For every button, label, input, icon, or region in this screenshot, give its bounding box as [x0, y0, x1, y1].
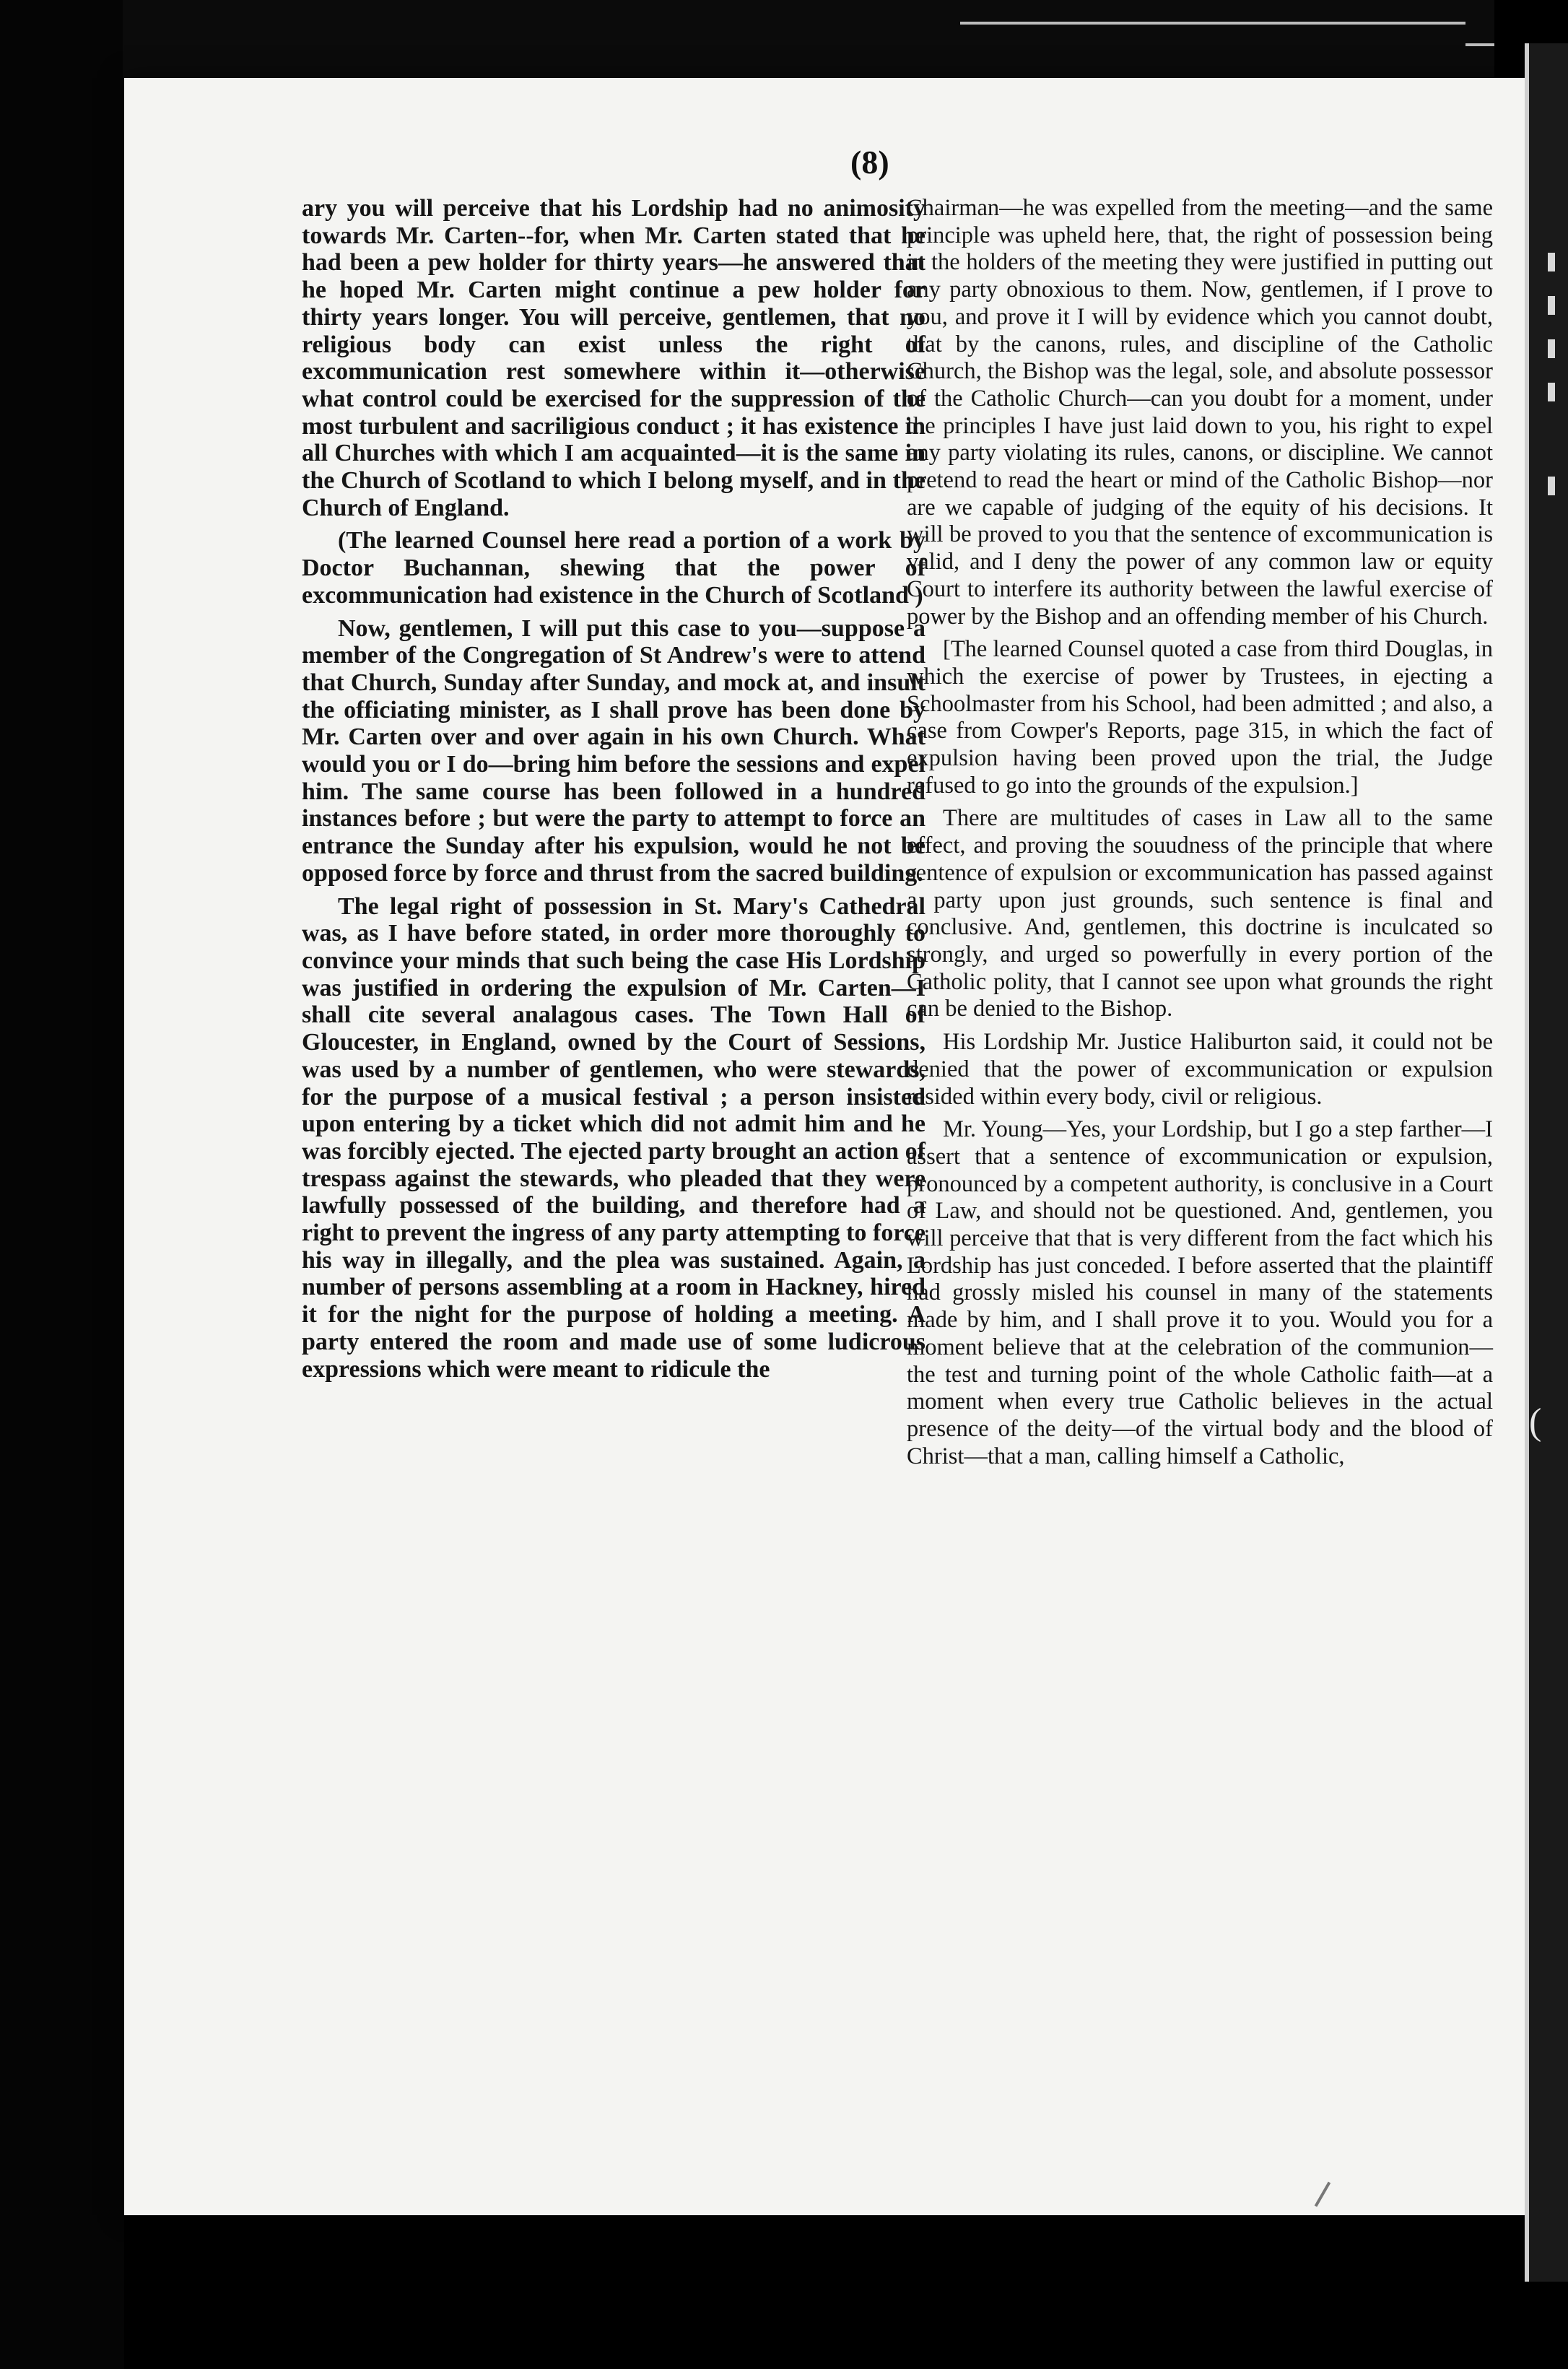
next-page-fragment	[1548, 383, 1555, 401]
next-page-fragment	[1548, 339, 1555, 358]
left-paragraph-2: (The learned Counsel here read a portion of a work by Doctor Buchannan, shewing that the power of excommunication had existence in the Church of Scotland )	[302, 527, 925, 609]
next-page-fragment	[1548, 296, 1555, 315]
scan-edge-line	[960, 22, 1465, 25]
left-paragraph-3: Now, gentlemen, I will put this case to you—suppose a member of the Congregation of St Andrew's were to attend that Church, Sunday after Sunday, and mock at, and insult the officiating minister, as I shall prove has been done by Mr. Carten over and over again in his own Church. What would you or I do—bring him before the sessions and expel him. The same course has been followed in a hundred instances before ; but were the party to attempt to force an entrance the Sunday after his expulsion, would he not be opposed force by force and thrust from the sacred building.	[302, 614, 925, 887]
page-number: (8)	[850, 144, 889, 181]
next-page-edge	[1525, 43, 1568, 2282]
right-paragraph-2: [The learned Counsel quoted a case from third Douglas, in which the exercise of power by Trustees, in ejecting a Schoolmaster from his School, had been admitted ; and also, a case from Cowper's Reports, page 315, in which the fact of expulsion having been proved upon the trial, the Judge refused to go into the grounds of the expulsion.]	[907, 636, 1493, 799]
next-page-fragment	[1548, 253, 1555, 271]
left-paragraph-1: ary you will perceive that his Lordship had no animosity towards Mr. Carten--for, when Mr. Carten stated that he had been a pew holder for thirty years—he answered that he hoped Mr. Carten might continue a pew holder for thirty years longer. You will perceive, gentlemen, that no religious body can exist unless the right of excommunication rest somewhere within it—otherwise what control could be exercised for the suppression of the most turbulent and sacriligious conduct ; it has existence in all Churches with which I am acquainted—it is the same in the Church of Scotland to which I belong myself, and in the Church of England.	[302, 195, 925, 521]
scan-edge-line	[1465, 43, 1494, 46]
next-page-fragment	[1548, 477, 1555, 495]
right-paragraph-1: Chairman—he was expelled from the meeting—and the same principle was upheld here, that, the right of possession being in the holders of the meeting they were justified in putting out any party obnoxious to them. Now, gentlemen, if I prove to you, and prove it I will by evidence which you cannot doubt, that by the canons, rules, and discipline of the Catholic Church, the Bishop was the legal, sole, and absolute possessor of the Catholic Church—can you doubt for a moment, under the principles I have just laid down to you, his right to expel any party violating its rules, canons, or discipline. We cannot pretend to read the heart or mind of the Catholic Bishop—nor are we capable of judging of the equity of his decisions. It will be proved to you that the sentence of excommunication is valid, and I deny the power of any common law or equity Court to interfere its authority between the lawful exercise of power by the Bishop and an offending member of his Church.	[907, 195, 1493, 630]
left-column	[302, 195, 925, 1383]
right-paragraph-5: Mr. Young—Yes, your Lordship, but I go a step farther—I assert that a sentence of excommunication or expulsion, pronounced by a competent authority, is conclusive in a Court of Law, and should not be questioned. And, gentlemen, you will perceive that that is very different from the fact which his Lordship has just conceded. I before asserted that the plaintiff had grossly misled his counsel in many of the statements made by him, and I shall prove it to you. Would you for a moment believe that at the celebration of the communion—the test and turning point of the whole Catholic faith—at a moment when every true Catholic believes in the actual presence of the deity—of the virtual body and the blood of Christ—that a man, calling himself a Catholic,	[907, 1116, 1493, 1469]
margin-bracket-mark: (	[1529, 1401, 1542, 1443]
right-paragraph-3: There are multitudes of cases in Law all to the same effect, and proving the souudness of the principle that where sentence of expulsion or excommunication has passed against a party upon just grounds, such sentence is final and conclusive. And, gentlemen, this doctrine is inculcated so strongly, and urged so powerfully in every portion of the Catholic polity, that I cannot see upon what grounds the right can be denied to the Bishop.	[907, 805, 1493, 1022]
scan-left-border	[0, 0, 124, 2369]
scan-top-border	[123, 0, 1494, 79]
left-paragraph-4: The legal right of possession in St. Mary's Cathedral was, as I have before stated, in order more thoroughly to convince your minds that such being the case His Lordship was justified in ordering the expulsion of Mr. Carten—I shall cite several analagous cases. The Town Hall of Gloucester, in England, owned by the Court of Sessions, was used by a number of gentlemen, who were stewards, for the purpose of a musical festival ; a person insisted upon entering by a ticket which did not admit him and he was forcibly ejected. The ejected party brought an action of trespass against the stewards, who pleaded that they were lawfully possessed of the building, and therefore had a right to prevent the ingress of any party attempting to force his way in illegally, and the plea was sustained. Again, a number of persons assembling at a room in Hackney, hired it for the night for the purpose of holding a meeting. A party entered the room and made use of some ludicrous expressions which were meant to ridicule the	[302, 892, 925, 1383]
right-paragraph-4: His Lordship Mr. Justice Haliburton said, it could not be denied that the power of excommunication or expulsion resided within every body, civil or religious.	[907, 1029, 1493, 1110]
right-column	[907, 195, 1493, 1470]
